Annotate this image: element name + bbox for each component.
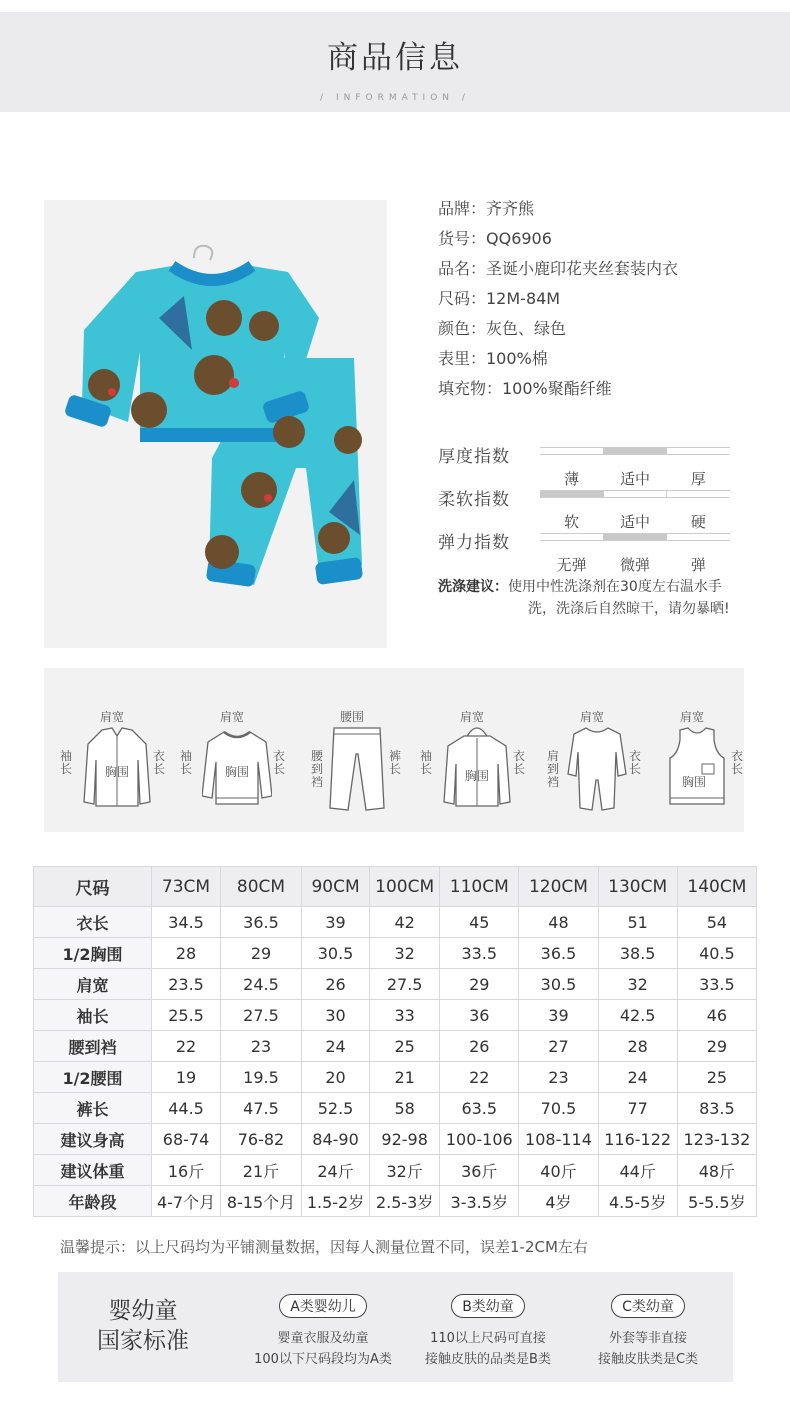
index-options — [540, 554, 730, 575]
standard-title-line1: 婴幼童 — [108, 1298, 178, 1324]
table-cell: 24.5 — [221, 969, 302, 1000]
table-cell: 26 — [440, 1031, 519, 1062]
row-label: 1/2胸围 — [34, 938, 152, 969]
index-label: 厚度指数 — [438, 447, 510, 467]
table-cell: 4-7个月 — [152, 1186, 221, 1217]
table-cell: 5-5.5岁 — [677, 1186, 756, 1217]
index-bar — [540, 533, 730, 541]
table-cell: 32 — [598, 969, 677, 1000]
table-cell: 28 — [152, 938, 221, 969]
table-cell: 33.5 — [677, 969, 756, 1000]
section-title: 商品信息 — [327, 40, 463, 76]
hoodie-diagram-icon — [442, 724, 512, 810]
diagram-top-label: 腰围 — [339, 710, 364, 724]
diagram-top-label: 肩宽 — [679, 710, 704, 724]
wash-text-line2: 洗，洗涤后自然晾干，请勿暴晒! — [528, 601, 730, 617]
section-header — [0, 12, 790, 112]
table-cell: 32 — [370, 938, 440, 969]
table-cell: 33.5 — [440, 938, 519, 969]
diagram-right-label: 衣 长 — [272, 749, 285, 776]
table-cell: 29 — [440, 969, 519, 1000]
diagram-pants — [294, 668, 410, 832]
table-cell: 26 — [301, 969, 369, 1000]
table-row — [34, 969, 757, 1000]
table-cell: 23 — [221, 1031, 302, 1062]
table-cell: 51 — [598, 907, 677, 938]
table-cell: 8-15个月 — [221, 1186, 302, 1217]
table-cell: 25.5 — [152, 1000, 221, 1031]
info-product-name: 品名：圣诞小鹿印花夹丝套装内衣 — [438, 259, 679, 278]
diagram-top-label: 肩宽 — [459, 710, 484, 724]
table-cell: 25 — [677, 1062, 756, 1093]
table-cell: 36.5 — [221, 907, 302, 938]
table-cell: 21斤 — [221, 1155, 302, 1186]
table-cell: 42 — [370, 907, 440, 938]
table-cell: 27 — [519, 1031, 598, 1062]
row-label: 裤长 — [34, 1093, 152, 1124]
diagram-left-label: 袖 长 — [59, 749, 72, 776]
index-option: 薄 — [564, 470, 580, 488]
table-cell: 68-74 — [152, 1124, 221, 1155]
table-cell: 44斤 — [598, 1155, 677, 1186]
table-row — [34, 1124, 757, 1155]
vest-diagram-icon — [662, 724, 732, 810]
wash-text-line1: 使用中性洗涤剂在30度左右温水手 — [508, 579, 722, 595]
national-standard-box — [58, 1272, 733, 1382]
diagram-left-label: 肩 到 裆 — [546, 749, 559, 789]
svg-text:胸围: 胸围 — [681, 775, 707, 789]
header-cell: 80CM — [221, 867, 302, 907]
class-desc-line2: 接触皮肤类是C类 — [597, 1352, 699, 1367]
index-separator — [603, 448, 604, 454]
table-cell: 47.5 — [221, 1093, 302, 1124]
info-item-number: 货号：QQ6906 — [438, 229, 552, 248]
class-tag: A类婴幼儿 — [279, 1294, 367, 1318]
table-row — [34, 1000, 757, 1031]
svg-text:胸围: 胸围 — [104, 765, 130, 779]
table-cell: 100-106 — [440, 1124, 519, 1155]
svg-text:胸围: 胸围 — [464, 769, 490, 783]
class-desc-line2: 接触皮肤的品类是B类 — [425, 1352, 551, 1367]
row-label: 年龄段 — [34, 1186, 152, 1217]
table-cell: 27.5 — [370, 969, 440, 1000]
table-cell: 34.5 — [152, 907, 221, 938]
index-segment — [666, 534, 729, 540]
table-cell: 23.5 — [152, 969, 221, 1000]
diagram-top-label: 肩宽 — [99, 710, 124, 724]
pants-diagram-icon — [322, 724, 392, 814]
table-row — [34, 907, 757, 938]
standard-title-line2: 国家标准 — [97, 1328, 189, 1354]
diagram-shirt — [54, 668, 170, 832]
table-cell: 38.5 — [598, 938, 677, 969]
index-segment-selected — [540, 491, 603, 497]
header-cell: 120CM — [519, 867, 598, 907]
diagram-right-label: 衣 长 — [152, 749, 165, 776]
table-cell: 32斤 — [370, 1155, 440, 1186]
table-row — [34, 1093, 757, 1124]
index-segment-selected — [603, 448, 666, 454]
table-header-row — [34, 867, 757, 907]
table-cell: 4.5-5岁 — [598, 1186, 677, 1217]
row-label: 肩宽 — [34, 969, 152, 1000]
table-cell: 4岁 — [519, 1186, 598, 1217]
index-segment — [540, 534, 603, 540]
table-cell: 70.5 — [519, 1093, 598, 1124]
table-cell: 22 — [440, 1062, 519, 1093]
product-info-list — [438, 198, 768, 408]
class-tag: B类幼童 — [451, 1294, 525, 1318]
header-cell: 73CM — [152, 867, 221, 907]
index-options — [540, 468, 730, 489]
row-label: 袖长 — [34, 1000, 152, 1031]
standard-class-c — [563, 1294, 733, 1370]
table-cell: 84-90 — [301, 1124, 369, 1155]
diagram-left-label: 袖 长 — [179, 749, 192, 776]
diagram-top-label: 肩宽 — [219, 710, 244, 724]
table-cell: 36斤 — [440, 1155, 519, 1186]
table-row — [34, 1186, 757, 1217]
table-cell: 36.5 — [519, 938, 598, 969]
table-cell: 54 — [677, 907, 756, 938]
table-cell: 21 — [370, 1062, 440, 1093]
shirt-diagram-icon — [82, 724, 152, 810]
table-cell: 58 — [370, 1093, 440, 1124]
measurement-tip: 温馨提示：以上尺码均为平铺测量数据，因每人测量位置不同，误差1-2CM左右 — [60, 1238, 588, 1256]
header-cell-size: 尺码 — [34, 867, 152, 907]
section-subtitle: / INFORMATION / — [320, 93, 470, 103]
diagram-left-label: 袖 长 — [419, 749, 432, 776]
standard-class-a — [238, 1294, 408, 1370]
diagram-right-label: 裤 长 — [388, 749, 401, 776]
size-chart-table — [33, 866, 757, 1217]
table-cell: 46 — [677, 1000, 756, 1031]
table-cell: 36 — [440, 1000, 519, 1031]
table-row — [34, 1155, 757, 1186]
info-filling: 填充物：100%聚酯纤维 — [438, 379, 612, 398]
info-brand: 品牌：齐齐熊 — [438, 199, 535, 218]
table-cell: 27.5 — [221, 1000, 302, 1031]
info-colors: 颜色：灰色、绿色 — [438, 319, 567, 338]
table-cell: 29 — [221, 938, 302, 969]
table-cell: 44.5 — [152, 1093, 221, 1124]
index-separator — [603, 491, 604, 497]
diagram-right-label: 衣 长 — [730, 749, 743, 776]
index-separator — [666, 448, 667, 454]
index-segment — [666, 448, 729, 454]
standard-class-b — [403, 1294, 573, 1370]
table-cell: 116-122 — [598, 1124, 677, 1155]
product-image — [44, 200, 387, 648]
index-option: 适中 — [619, 470, 650, 488]
class-desc-line1: 外套等非直接 — [608, 1331, 687, 1346]
table-row — [34, 1062, 757, 1093]
diagram-right-label: 衣 长 — [512, 749, 525, 776]
class-tag: C类幼童 — [611, 1294, 685, 1318]
table-cell: 22 — [152, 1031, 221, 1062]
romper-diagram-icon — [562, 724, 632, 814]
table-cell: 24 — [301, 1031, 369, 1062]
table-cell: 16斤 — [152, 1155, 221, 1186]
table-cell: 25 — [370, 1031, 440, 1062]
table-cell: 20 — [301, 1062, 369, 1093]
table-cell: 39 — [301, 907, 369, 938]
class-desc-line1: 110以上尺码可直接 — [430, 1331, 546, 1346]
table-cell: 83.5 — [677, 1093, 756, 1124]
table-cell: 42.5 — [598, 1000, 677, 1031]
index-segment — [540, 448, 603, 454]
index-label: 柔软指数 — [438, 490, 510, 510]
row-label: 腰到裆 — [34, 1031, 152, 1062]
svg-text:胸围: 胸围 — [224, 765, 250, 779]
diagram-top-label: 肩宽 — [579, 710, 604, 724]
wash-advice — [438, 576, 773, 620]
table-cell: 108-114 — [519, 1124, 598, 1155]
info-size-range: 尺码：12M-84M — [438, 289, 561, 308]
table-cell: 48斤 — [677, 1155, 756, 1186]
table-cell: 28 — [598, 1031, 677, 1062]
table-cell: 52.5 — [301, 1093, 369, 1124]
table-cell: 1.5-2岁 — [301, 1186, 369, 1217]
wash-label: 洗涤建议： — [438, 579, 508, 595]
index-option: 无弹 — [556, 556, 587, 574]
table-cell: 24 — [598, 1062, 677, 1093]
table-cell: 19 — [152, 1062, 221, 1093]
index-option: 硬 — [690, 513, 706, 531]
table-cell: 19.5 — [221, 1062, 302, 1093]
table-cell: 48 — [519, 907, 598, 938]
table-cell: 29 — [677, 1031, 756, 1062]
table-cell: 3-3.5岁 — [440, 1186, 519, 1217]
row-label: 建议体重 — [34, 1155, 152, 1186]
diagram-right-label: 衣 长 — [628, 749, 641, 776]
header-cell: 140CM — [677, 867, 756, 907]
info-fabric: 表里：100%棉 — [438, 349, 548, 368]
index-option: 厚 — [690, 470, 706, 488]
table-cell: 40.5 — [677, 938, 756, 969]
index-bar — [540, 490, 730, 498]
index-option: 软 — [564, 513, 580, 531]
table-cell: 63.5 — [440, 1093, 519, 1124]
measurement-diagrams — [44, 668, 744, 832]
table-cell: 24斤 — [301, 1155, 369, 1186]
index-separator — [666, 491, 667, 497]
diagram-sweater — [174, 668, 290, 832]
diagram-hoodie — [414, 668, 530, 832]
table-cell: 2.5-3岁 — [370, 1186, 440, 1217]
header-cell: 90CM — [301, 867, 369, 907]
table-cell: 92-98 — [370, 1124, 440, 1155]
standard-title — [83, 1296, 203, 1356]
index-separator — [603, 534, 604, 540]
index-bar — [540, 447, 730, 455]
table-cell: 33 — [370, 1000, 440, 1031]
index-options — [540, 511, 730, 532]
diagram-romper — [534, 668, 650, 832]
header-cell: 110CM — [440, 867, 519, 907]
index-segment — [666, 491, 729, 497]
index-label: 弹力指数 — [438, 533, 510, 553]
class-desc-line1: 婴童衣服及幼童 — [277, 1331, 369, 1346]
table-cell: 45 — [440, 907, 519, 938]
diagram-vest — [634, 668, 750, 832]
row-label: 衣长 — [34, 907, 152, 938]
pajama-set-illustration — [44, 200, 387, 648]
sweater-diagram-icon — [202, 724, 272, 810]
index-option: 微弹 — [619, 556, 650, 574]
row-label: 1/2腰围 — [34, 1062, 152, 1093]
table-cell: 76-82 — [221, 1124, 302, 1155]
table-cell: 23 — [519, 1062, 598, 1093]
table-cell: 40斤 — [519, 1155, 598, 1186]
table-row — [34, 1031, 757, 1062]
table-cell: 30.5 — [301, 938, 369, 969]
index-option: 弹 — [690, 556, 706, 574]
table-cell: 39 — [519, 1000, 598, 1031]
diagram-left-label: 腰 到 裆 — [310, 749, 323, 789]
index-segment — [603, 491, 666, 497]
table-cell: 30 — [301, 1000, 369, 1031]
table-cell: 123-132 — [677, 1124, 756, 1155]
table-cell: 77 — [598, 1093, 677, 1124]
index-segment-selected — [603, 534, 666, 540]
table-cell: 30.5 — [519, 969, 598, 1000]
row-label: 建议身高 — [34, 1124, 152, 1155]
header-cell: 100CM — [370, 867, 440, 907]
table-row — [34, 938, 757, 969]
index-option: 适中 — [619, 513, 650, 531]
index-separator — [666, 534, 667, 540]
header-cell: 130CM — [598, 867, 677, 907]
class-desc-line2: 100以下尺码段均为A类 — [254, 1352, 392, 1367]
